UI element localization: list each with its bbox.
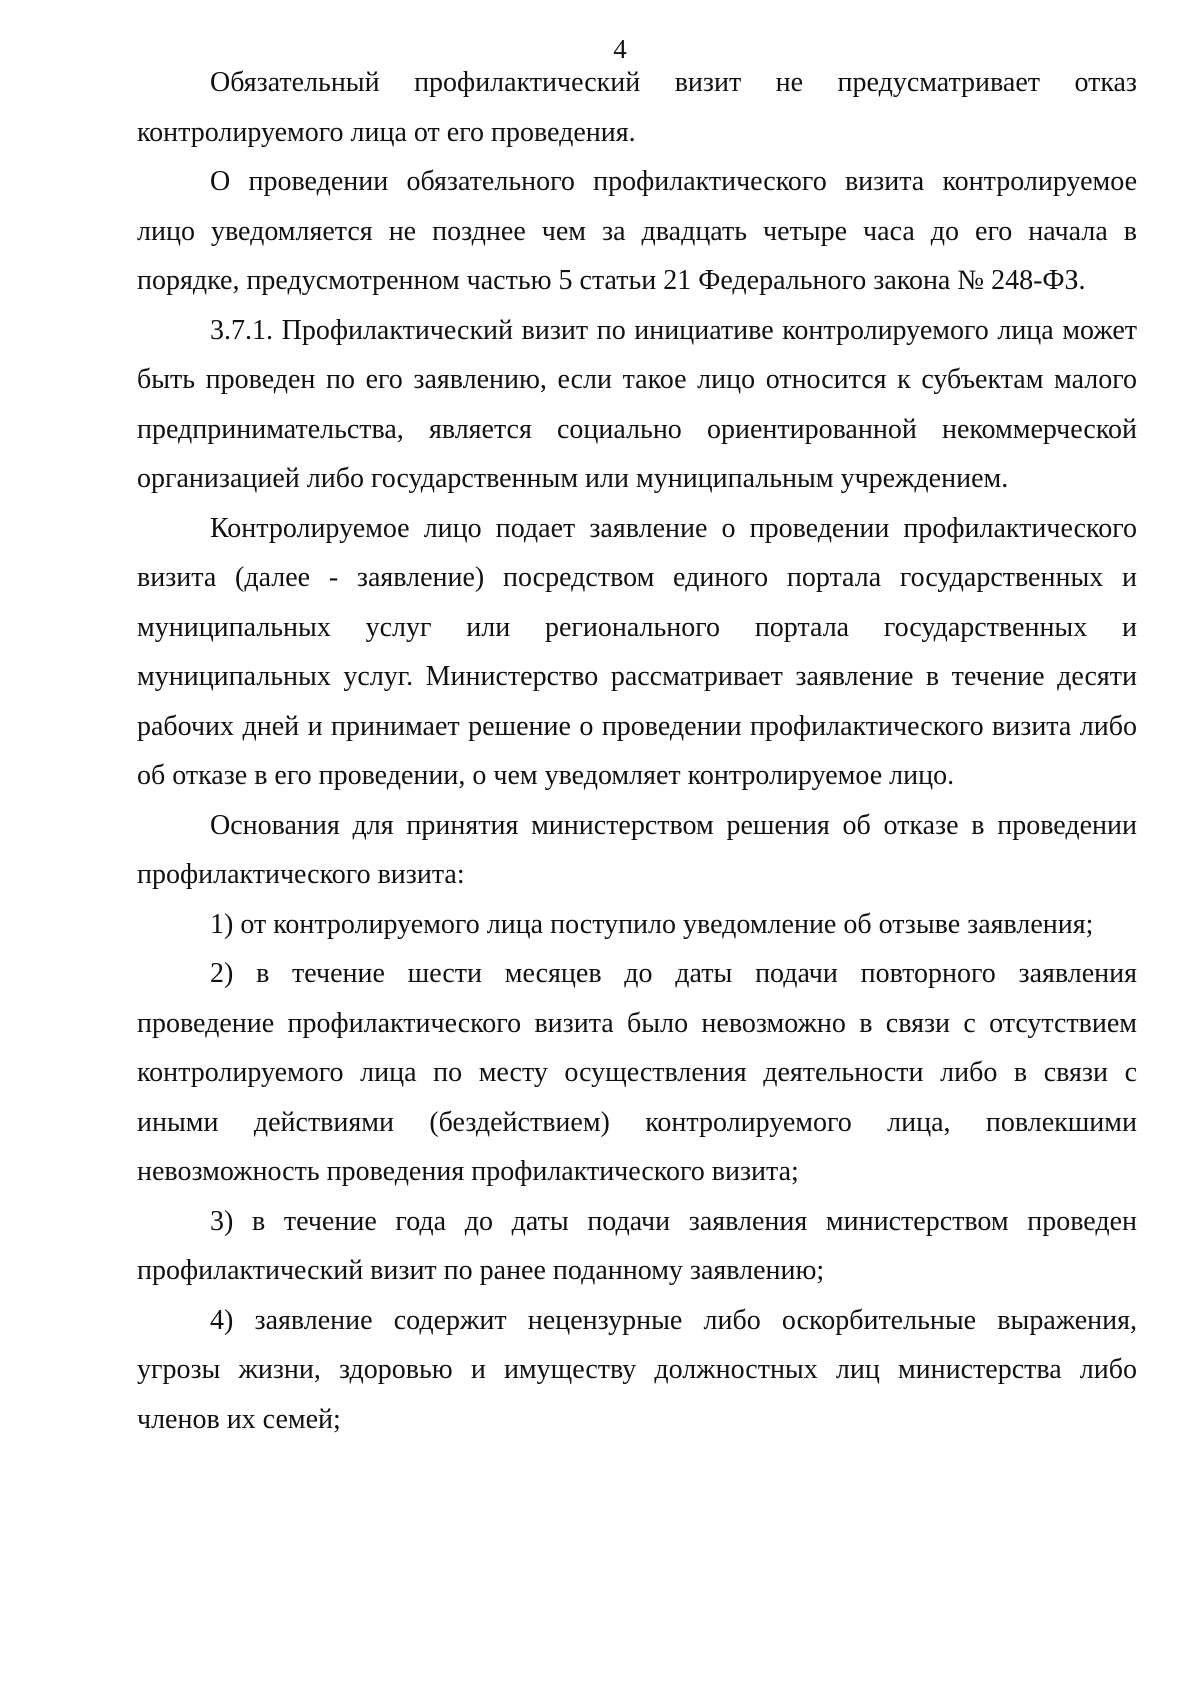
list-item-4: 4) заявление содержит нецензурные либо оскорбительные выражения, угрозы жизни, здоровью и имуществу должностных лиц министерства либо членов их семей; xyxy=(137,1304,1137,1435)
page-number: 4 xyxy=(613,34,627,64)
paragraph-section-3-7-1: 3.7.1. Профилактический визит по инициативе контролируемого лица может быть проведен по его заявлению, если такое лицо относится к субъектам малого предпринимательства, является социально ориентированной некоммерческой организацией либо государственным или муниципальным учреждением. xyxy=(137,314,1137,494)
list-item-1: 1) от контролируемого лица поступило уведомление об отзыве заявления; xyxy=(210,908,1094,940)
paragraph-application: Контролируемое лицо подает заявление о проведении профилактического визита (далее - заявление) посредством единого портала государственных и муниципальных услуг или регионального портала государственных и муниципальных услуг. Министерство рассматривает заявление в течение десяти рабочих дней и принимает решение о проведении профилактического визита либо об отказе в его проведении, о чем уведомляет контролируемое лицо. xyxy=(137,512,1137,791)
document-body xyxy=(137,58,1137,1444)
list-item-3: 3) в течение года до даты подачи заявления министерством проведен профилактический визит по ранее поданному заявлению; xyxy=(137,1205,1137,1286)
paragraph-notification: О проведении обязательного профилактического визита контролируемое лицо уведомляется не позднее чем за двадцать четыре часа до его начала в порядке, предусмотренном частью 5 статьи 21 Федерального закона № 248-ФЗ. xyxy=(137,166,1137,296)
list-item-2: 2) в течение шести месяцев до даты подачи повторного заявления проведение профилактического визита было невозможно в связи с отсутствием контролируемого лица по месту осуществления деятельности либо в связи с иными действиями (бездействием) контролируемого лица, повлекшими невозможность проведения профилактического визита; xyxy=(137,958,1137,1187)
paragraph-refusal-grounds: Основания для принятия министерством решения об отказе в проведении профилактического визита: xyxy=(137,809,1137,890)
paragraph-mandatory-visit: Обязательный профилактический визит не предусматривает отказ контролируемого лица от его проведения. xyxy=(137,67,1137,148)
